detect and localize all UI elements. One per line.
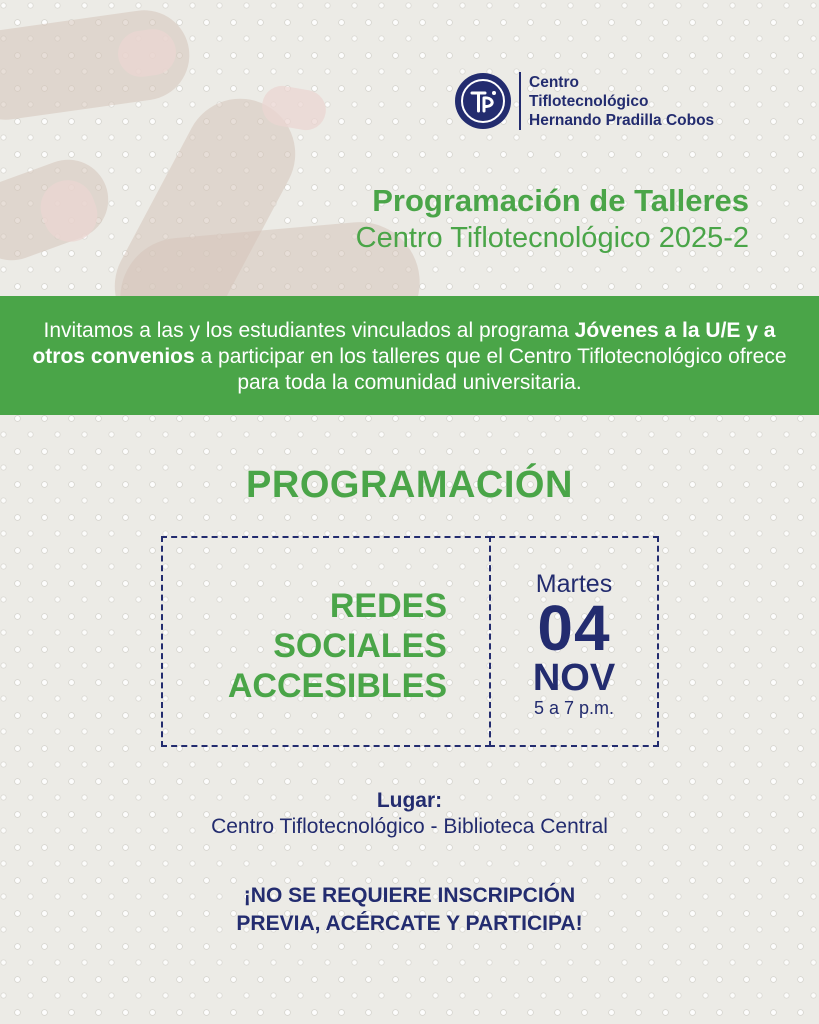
- title-block: [356, 182, 749, 256]
- logo-divider: [519, 72, 521, 130]
- date-block: [491, 570, 657, 718]
- invitation-text-2: a participar en los talleres que el Centro Tiflotecnológico ofrece para toda la comunidad universitaria.: [194, 345, 787, 394]
- invitation-band: [0, 296, 819, 415]
- location-value: Centro Tiflotecnológico - Biblioteca Central: [211, 815, 608, 838]
- workshop-line-1: REDES: [329, 587, 447, 625]
- workshop-line-3: ACCESIBLES: [227, 667, 447, 705]
- center-logo: [455, 72, 714, 130]
- location-block: [0, 788, 819, 840]
- note-line-2: PREVIA, ACÉRCATE Y PARTICIPA!: [236, 912, 583, 935]
- logo-text: [529, 73, 714, 130]
- workshop-line-2: SOCIALES: [273, 627, 447, 665]
- page-title: Programación de Talleres: [372, 183, 749, 218]
- workshop-title: [228, 586, 447, 706]
- invitation-bold: Jóvenes a la U/E y a otros convenios: [32, 319, 776, 368]
- date-time: 5 a 7 p.m.: [533, 698, 615, 718]
- date-weekday: Martes: [535, 570, 613, 598]
- logo-emblem-icon: [455, 73, 511, 129]
- note-line-1: ¡NO SE REQUIERE INSCRIPCIÓN: [243, 884, 576, 907]
- logo-line-2: Tiflotecnológico: [529, 92, 649, 110]
- location-label: Lugar:: [376, 789, 443, 812]
- invitation-text-1: Invitamos a las y los estudiantes vinculados al programa: [43, 319, 575, 342]
- date-day: 04: [537, 592, 611, 664]
- registration-note: [0, 882, 819, 938]
- logo-line-3: Hernando Pradilla Cobos: [529, 111, 715, 129]
- page-subtitle: Centro Tiflotecnológico 2025-2: [355, 222, 749, 254]
- date-month: NOV: [532, 657, 616, 699]
- date-box: [489, 536, 659, 747]
- logo-line-1: Centro: [529, 73, 579, 91]
- workshop-box: [161, 536, 491, 747]
- programacion-heading: PROGRAMACIÓN: [246, 464, 573, 506]
